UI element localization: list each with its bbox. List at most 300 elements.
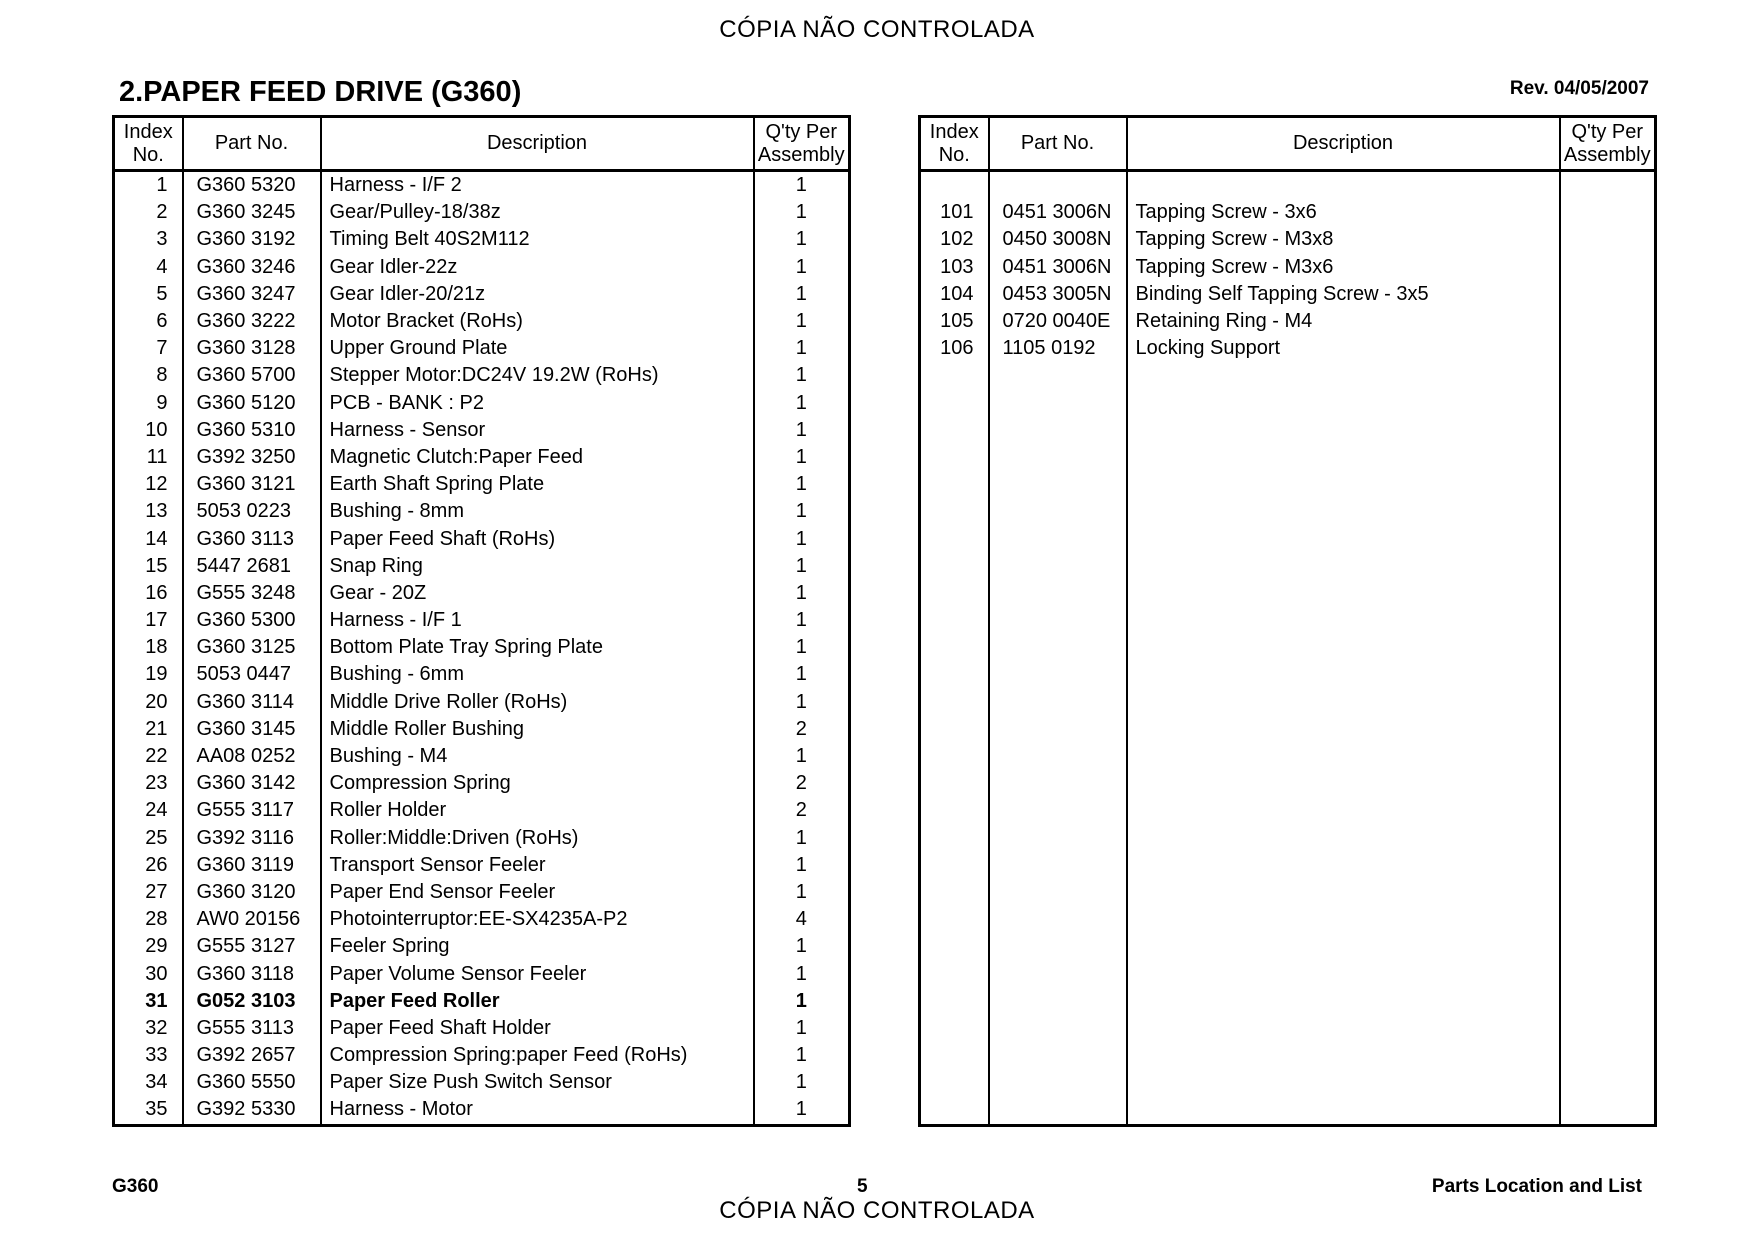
cell-description: Magnetic Clutch:Paper Feed [321, 444, 754, 471]
cell-qty: 1 [754, 689, 850, 716]
cell-part-no: G360 3245 [183, 199, 321, 226]
table-row [114, 444, 850, 471]
cell-description [1127, 689, 1560, 716]
cell-qty: 1 [754, 1015, 850, 1042]
cell-description [1127, 933, 1560, 960]
cell-description: Bushing - M4 [321, 743, 754, 770]
cell-description [1127, 498, 1560, 525]
cell-description [1127, 444, 1560, 471]
table-row [114, 661, 850, 688]
table-row [920, 634, 1656, 661]
table-row [920, 906, 1656, 933]
cell-index [920, 1096, 989, 1125]
parts-table-right [918, 115, 1657, 1127]
cell-description: Bushing - 6mm [321, 661, 754, 688]
cell-description [1127, 960, 1560, 987]
cell-description: Gear/Pulley-18/38z [321, 199, 754, 226]
cell-part-no [989, 1015, 1127, 1042]
cell-index [920, 607, 989, 634]
cell-qty: 1 [754, 960, 850, 987]
cell-qty: 1 [754, 933, 850, 960]
cell-part-no: 0451 3006N [989, 254, 1127, 281]
cell-index: 102 [920, 226, 989, 253]
cell-index: 6 [114, 308, 183, 335]
cell-part-no [989, 498, 1127, 525]
cell-qty: 1 [754, 825, 850, 852]
table-row [920, 553, 1656, 580]
cell-index [920, 988, 989, 1015]
cell-description: Photointerruptor:EE-SX4235A-P2 [321, 906, 754, 933]
cell-description: Paper Feed Shaft Holder [321, 1015, 754, 1042]
cell-part-no: G360 3120 [183, 879, 321, 906]
cell-index [920, 1042, 989, 1069]
watermark-bottom: CÓPIA NÃO CONTROLADA [719, 1197, 1035, 1224]
column-header-part-no: Part No. [183, 117, 321, 171]
cell-description: Harness - I/F 1 [321, 607, 754, 634]
cell-qty: 1 [754, 607, 850, 634]
cell-qty [1560, 797, 1656, 824]
cell-part-no: G360 3113 [183, 525, 321, 552]
cell-index: 21 [114, 716, 183, 743]
cell-description: Roller Holder [321, 797, 754, 824]
table-row [920, 661, 1656, 688]
cell-qty [1560, 390, 1656, 417]
cell-description [1127, 525, 1560, 552]
cell-part-no: G360 5700 [183, 362, 321, 389]
cell-part-no: AW0 20156 [183, 906, 321, 933]
cell-index: 34 [114, 1069, 183, 1096]
cell-description: Snap Ring [321, 553, 754, 580]
column-header-description: Description [321, 117, 754, 171]
cell-description: Compression Spring [321, 770, 754, 797]
cell-description: Binding Self Tapping Screw - 3x5 [1127, 281, 1560, 308]
cell-description [1127, 634, 1560, 661]
cell-index: 25 [114, 825, 183, 852]
table-row [114, 226, 850, 253]
cell-part-no [989, 580, 1127, 607]
cell-part-no [989, 417, 1127, 444]
cell-qty: 4 [754, 906, 850, 933]
cell-part-no: G360 3192 [183, 226, 321, 253]
cell-qty [1560, 281, 1656, 308]
table-row [920, 1096, 1656, 1125]
cell-qty [1560, 308, 1656, 335]
cell-description: Paper Feed Roller [321, 988, 754, 1015]
cell-description: Bottom Plate Tray Spring Plate [321, 634, 754, 661]
table-row [114, 852, 850, 879]
table-row [920, 199, 1656, 226]
cell-index [920, 933, 989, 960]
cell-part-no: G360 3121 [183, 471, 321, 498]
cell-qty: 1 [754, 1069, 850, 1096]
cell-part-no [989, 689, 1127, 716]
cell-qty: 1 [754, 553, 850, 580]
table-row [920, 607, 1656, 634]
cell-description [1127, 580, 1560, 607]
cell-qty [1560, 444, 1656, 471]
cell-qty: 1 [754, 226, 850, 253]
cell-part-no [989, 390, 1127, 417]
cell-description: Bushing - 8mm [321, 498, 754, 525]
cell-description: Feeler Spring [321, 933, 754, 960]
cell-description: Gear Idler-20/21z [321, 281, 754, 308]
cell-index: 18 [114, 634, 183, 661]
table-row [920, 335, 1656, 362]
cell-part-no: 1105 0192 [989, 335, 1127, 362]
cell-part-no: 0451 3006N [989, 199, 1127, 226]
table-row [114, 825, 850, 852]
cell-index: 31 [114, 988, 183, 1015]
cell-index [920, 525, 989, 552]
table-row [114, 498, 850, 525]
table-row [114, 281, 850, 308]
table-row [114, 906, 850, 933]
cell-description: Paper Volume Sensor Feeler [321, 960, 754, 987]
revision-date: Rev. 04/05/2007 [1509, 78, 1649, 99]
watermark-top: CÓPIA NÃO CONTROLADA [719, 16, 1035, 43]
table-row [920, 852, 1656, 879]
cell-index [920, 906, 989, 933]
cell-qty [1560, 1096, 1656, 1125]
cell-description: Timing Belt 40S2M112 [321, 226, 754, 253]
cell-description [1127, 906, 1560, 933]
cell-description [1127, 471, 1560, 498]
cell-description: Harness - I/F 2 [321, 171, 754, 200]
cell-description [1127, 988, 1560, 1015]
cell-qty [1560, 770, 1656, 797]
cell-part-no [989, 879, 1127, 906]
cell-qty [1560, 988, 1656, 1015]
cell-part-no: G360 5120 [183, 390, 321, 417]
column-header-description: Description [1127, 117, 1560, 171]
cell-index: 19 [114, 661, 183, 688]
cell-index: 33 [114, 1042, 183, 1069]
cell-qty: 1 [754, 308, 850, 335]
table-row [114, 553, 850, 580]
cell-qty [1560, 553, 1656, 580]
cell-part-no: G360 3142 [183, 770, 321, 797]
cell-description: Harness - Sensor [321, 417, 754, 444]
cell-qty: 1 [754, 335, 850, 362]
cell-part-no: G555 3248 [183, 580, 321, 607]
cell-part-no [989, 797, 1127, 824]
cell-part-no: AA08 0252 [183, 743, 321, 770]
cell-description: Transport Sensor Feeler [321, 852, 754, 879]
cell-description [1127, 1042, 1560, 1069]
cell-qty: 1 [754, 171, 850, 200]
cell-index [920, 444, 989, 471]
column-header-qty: Q'ty Per Assembly [754, 117, 850, 171]
cell-qty [1560, 471, 1656, 498]
table-row [114, 390, 850, 417]
table-row [920, 960, 1656, 987]
table-row [920, 281, 1656, 308]
cell-part-no: G360 3145 [183, 716, 321, 743]
table-row [114, 607, 850, 634]
cell-qty [1560, 743, 1656, 770]
cell-description: PCB - BANK : P2 [321, 390, 754, 417]
cell-index: 32 [114, 1015, 183, 1042]
cell-index [920, 498, 989, 525]
cell-part-no: 0720 0040E [989, 308, 1127, 335]
table-row [114, 933, 850, 960]
column-header-qty: Q'ty Per Assembly [1560, 117, 1656, 171]
cell-qty: 2 [754, 716, 850, 743]
header-row [920, 117, 1656, 171]
cell-part-no: G360 3125 [183, 634, 321, 661]
cell-part-no: G360 5300 [183, 607, 321, 634]
cell-part-no [989, 960, 1127, 987]
cell-qty [1560, 852, 1656, 879]
cell-part-no [989, 553, 1127, 580]
table-row [920, 933, 1656, 960]
cell-part-no [989, 852, 1127, 879]
cell-qty: 1 [754, 661, 850, 688]
cell-part-no [989, 743, 1127, 770]
cell-part-no [989, 607, 1127, 634]
cell-part-no: G360 3114 [183, 689, 321, 716]
cell-part-no [989, 525, 1127, 552]
cell-description: Gear - 20Z [321, 580, 754, 607]
cell-part-no [989, 1096, 1127, 1125]
table-row [920, 988, 1656, 1015]
cell-qty [1560, 1069, 1656, 1096]
cell-part-no [989, 770, 1127, 797]
cell-part-no: G555 3127 [183, 933, 321, 960]
table-row [920, 743, 1656, 770]
cell-part-no: G392 3116 [183, 825, 321, 852]
cell-qty [1560, 335, 1656, 362]
cell-description: Paper End Sensor Feeler [321, 879, 754, 906]
cell-index: 14 [114, 525, 183, 552]
column-header-index: Index No. [114, 117, 183, 171]
cell-qty [1560, 933, 1656, 960]
cell-qty: 1 [754, 580, 850, 607]
table-row [920, 1069, 1656, 1096]
cell-description: Motor Bracket (RoHs) [321, 308, 754, 335]
cell-description: Stepper Motor:DC24V 19.2W (RoHs) [321, 362, 754, 389]
cell-qty [1560, 362, 1656, 389]
cell-part-no: G360 3119 [183, 852, 321, 879]
table-row [114, 1096, 850, 1125]
table-row [920, 689, 1656, 716]
table-row [114, 417, 850, 444]
cell-qty: 1 [754, 281, 850, 308]
cell-index: 11 [114, 444, 183, 471]
cell-description [1127, 607, 1560, 634]
cell-description [1127, 661, 1560, 688]
cell-qty: 1 [754, 498, 850, 525]
cell-part-no: G360 5550 [183, 1069, 321, 1096]
cell-index [920, 960, 989, 987]
cell-qty: 2 [754, 797, 850, 824]
cell-index [920, 852, 989, 879]
cell-qty [1560, 960, 1656, 987]
table-row [920, 580, 1656, 607]
cell-description [1127, 1096, 1560, 1125]
cell-part-no: G360 3246 [183, 254, 321, 281]
cell-part-no: 5053 0223 [183, 498, 321, 525]
cell-description: Tapping Screw - 3x6 [1127, 199, 1560, 226]
cell-part-no [989, 988, 1127, 1015]
cell-description: Middle Drive Roller (RoHs) [321, 689, 754, 716]
cell-index [920, 580, 989, 607]
table-row [920, 417, 1656, 444]
cell-index: 35 [114, 1096, 183, 1125]
cell-index: 26 [114, 852, 183, 879]
cell-part-no [989, 933, 1127, 960]
cell-qty: 1 [754, 390, 850, 417]
cell-index [920, 879, 989, 906]
table-row [114, 308, 850, 335]
cell-index [920, 770, 989, 797]
cell-index: 29 [114, 933, 183, 960]
cell-index: 24 [114, 797, 183, 824]
cell-index: 16 [114, 580, 183, 607]
table-row [114, 988, 850, 1015]
cell-part-no: G360 5310 [183, 417, 321, 444]
cell-index [920, 417, 989, 444]
cell-part-no [989, 362, 1127, 389]
cell-index: 104 [920, 281, 989, 308]
cell-description [1127, 852, 1560, 879]
cell-description: Locking Support [1127, 335, 1560, 362]
cell-part-no [989, 1042, 1127, 1069]
cell-description: Middle Roller Bushing [321, 716, 754, 743]
header-row [114, 117, 850, 171]
table-row [920, 879, 1656, 906]
cell-qty: 1 [754, 417, 850, 444]
cell-qty: 1 [754, 743, 850, 770]
table-row [114, 525, 850, 552]
cell-qty [1560, 689, 1656, 716]
cell-index: 28 [114, 906, 183, 933]
cell-index [920, 1069, 989, 1096]
table-row [114, 171, 850, 200]
cell-part-no [989, 825, 1127, 852]
cell-part-no: G360 3222 [183, 308, 321, 335]
cell-part-no: G360 3247 [183, 281, 321, 308]
cell-part-no [989, 634, 1127, 661]
cell-index [920, 634, 989, 661]
table-row [920, 825, 1656, 852]
cell-index: 5 [114, 281, 183, 308]
cell-index: 23 [114, 770, 183, 797]
cell-index: 106 [920, 335, 989, 362]
cell-qty: 2 [754, 770, 850, 797]
cell-qty [1560, 634, 1656, 661]
cell-qty: 1 [754, 254, 850, 281]
cell-index: 30 [114, 960, 183, 987]
cell-index: 17 [114, 607, 183, 634]
cell-index [920, 471, 989, 498]
cell-index: 103 [920, 254, 989, 281]
cell-qty [1560, 716, 1656, 743]
cell-part-no: G392 5330 [183, 1096, 321, 1125]
table-row [920, 770, 1656, 797]
table-row [114, 770, 850, 797]
table-row [920, 171, 1656, 200]
cell-qty: 1 [754, 1096, 850, 1125]
cell-index: 2 [114, 199, 183, 226]
cell-description: Gear Idler-22z [321, 254, 754, 281]
cell-part-no [989, 716, 1127, 743]
table-row [920, 525, 1656, 552]
cell-index: 20 [114, 689, 183, 716]
table-row [920, 390, 1656, 417]
cell-index [920, 553, 989, 580]
cell-part-no: 0450 3008N [989, 226, 1127, 253]
cell-index: 3 [114, 226, 183, 253]
cell-qty [1560, 417, 1656, 444]
footer-model: G360 [112, 1176, 159, 1197]
cell-qty: 1 [754, 852, 850, 879]
table-row [920, 1042, 1656, 1069]
table-row [114, 797, 850, 824]
cell-qty: 1 [754, 1042, 850, 1069]
cell-description: Compression Spring:paper Feed (RoHs) [321, 1042, 754, 1069]
table-row [114, 689, 850, 716]
cell-index [920, 390, 989, 417]
cell-description: Tapping Screw - M3x8 [1127, 226, 1560, 253]
cell-description [1127, 716, 1560, 743]
cell-index: 9 [114, 390, 183, 417]
cell-qty: 1 [754, 525, 850, 552]
cell-part-no: G392 3250 [183, 444, 321, 471]
cell-qty [1560, 607, 1656, 634]
cell-index [920, 362, 989, 389]
cell-description: Earth Shaft Spring Plate [321, 471, 754, 498]
cell-part-no [989, 471, 1127, 498]
cell-index: 22 [114, 743, 183, 770]
table-row [114, 743, 850, 770]
cell-qty [1560, 879, 1656, 906]
table-row [920, 226, 1656, 253]
column-header-part-no: Part No. [989, 117, 1127, 171]
table-row [920, 1015, 1656, 1042]
cell-qty [1560, 1042, 1656, 1069]
table-row [920, 471, 1656, 498]
table-row [920, 716, 1656, 743]
table-row [114, 362, 850, 389]
cell-description [1127, 171, 1560, 200]
cell-index [920, 689, 989, 716]
cell-index: 10 [114, 417, 183, 444]
table-row [920, 797, 1656, 824]
cell-description [1127, 825, 1560, 852]
cell-index: 101 [920, 199, 989, 226]
table-row [114, 199, 850, 226]
cell-qty [1560, 825, 1656, 852]
cell-description: Retaining Ring - M4 [1127, 308, 1560, 335]
cell-description [1127, 1069, 1560, 1096]
table-row [114, 879, 850, 906]
cell-part-no: 0453 3005N [989, 281, 1127, 308]
cell-part-no [989, 661, 1127, 688]
cell-qty: 1 [754, 444, 850, 471]
cell-index [920, 716, 989, 743]
column-header-index: Index No. [920, 117, 989, 171]
cell-index: 27 [114, 879, 183, 906]
cell-index: 4 [114, 254, 183, 281]
cell-description [1127, 1015, 1560, 1042]
table-row [920, 444, 1656, 471]
cell-description [1127, 362, 1560, 389]
cell-index [920, 743, 989, 770]
cell-qty: 1 [754, 362, 850, 389]
cell-qty [1560, 1015, 1656, 1042]
cell-part-no [989, 906, 1127, 933]
